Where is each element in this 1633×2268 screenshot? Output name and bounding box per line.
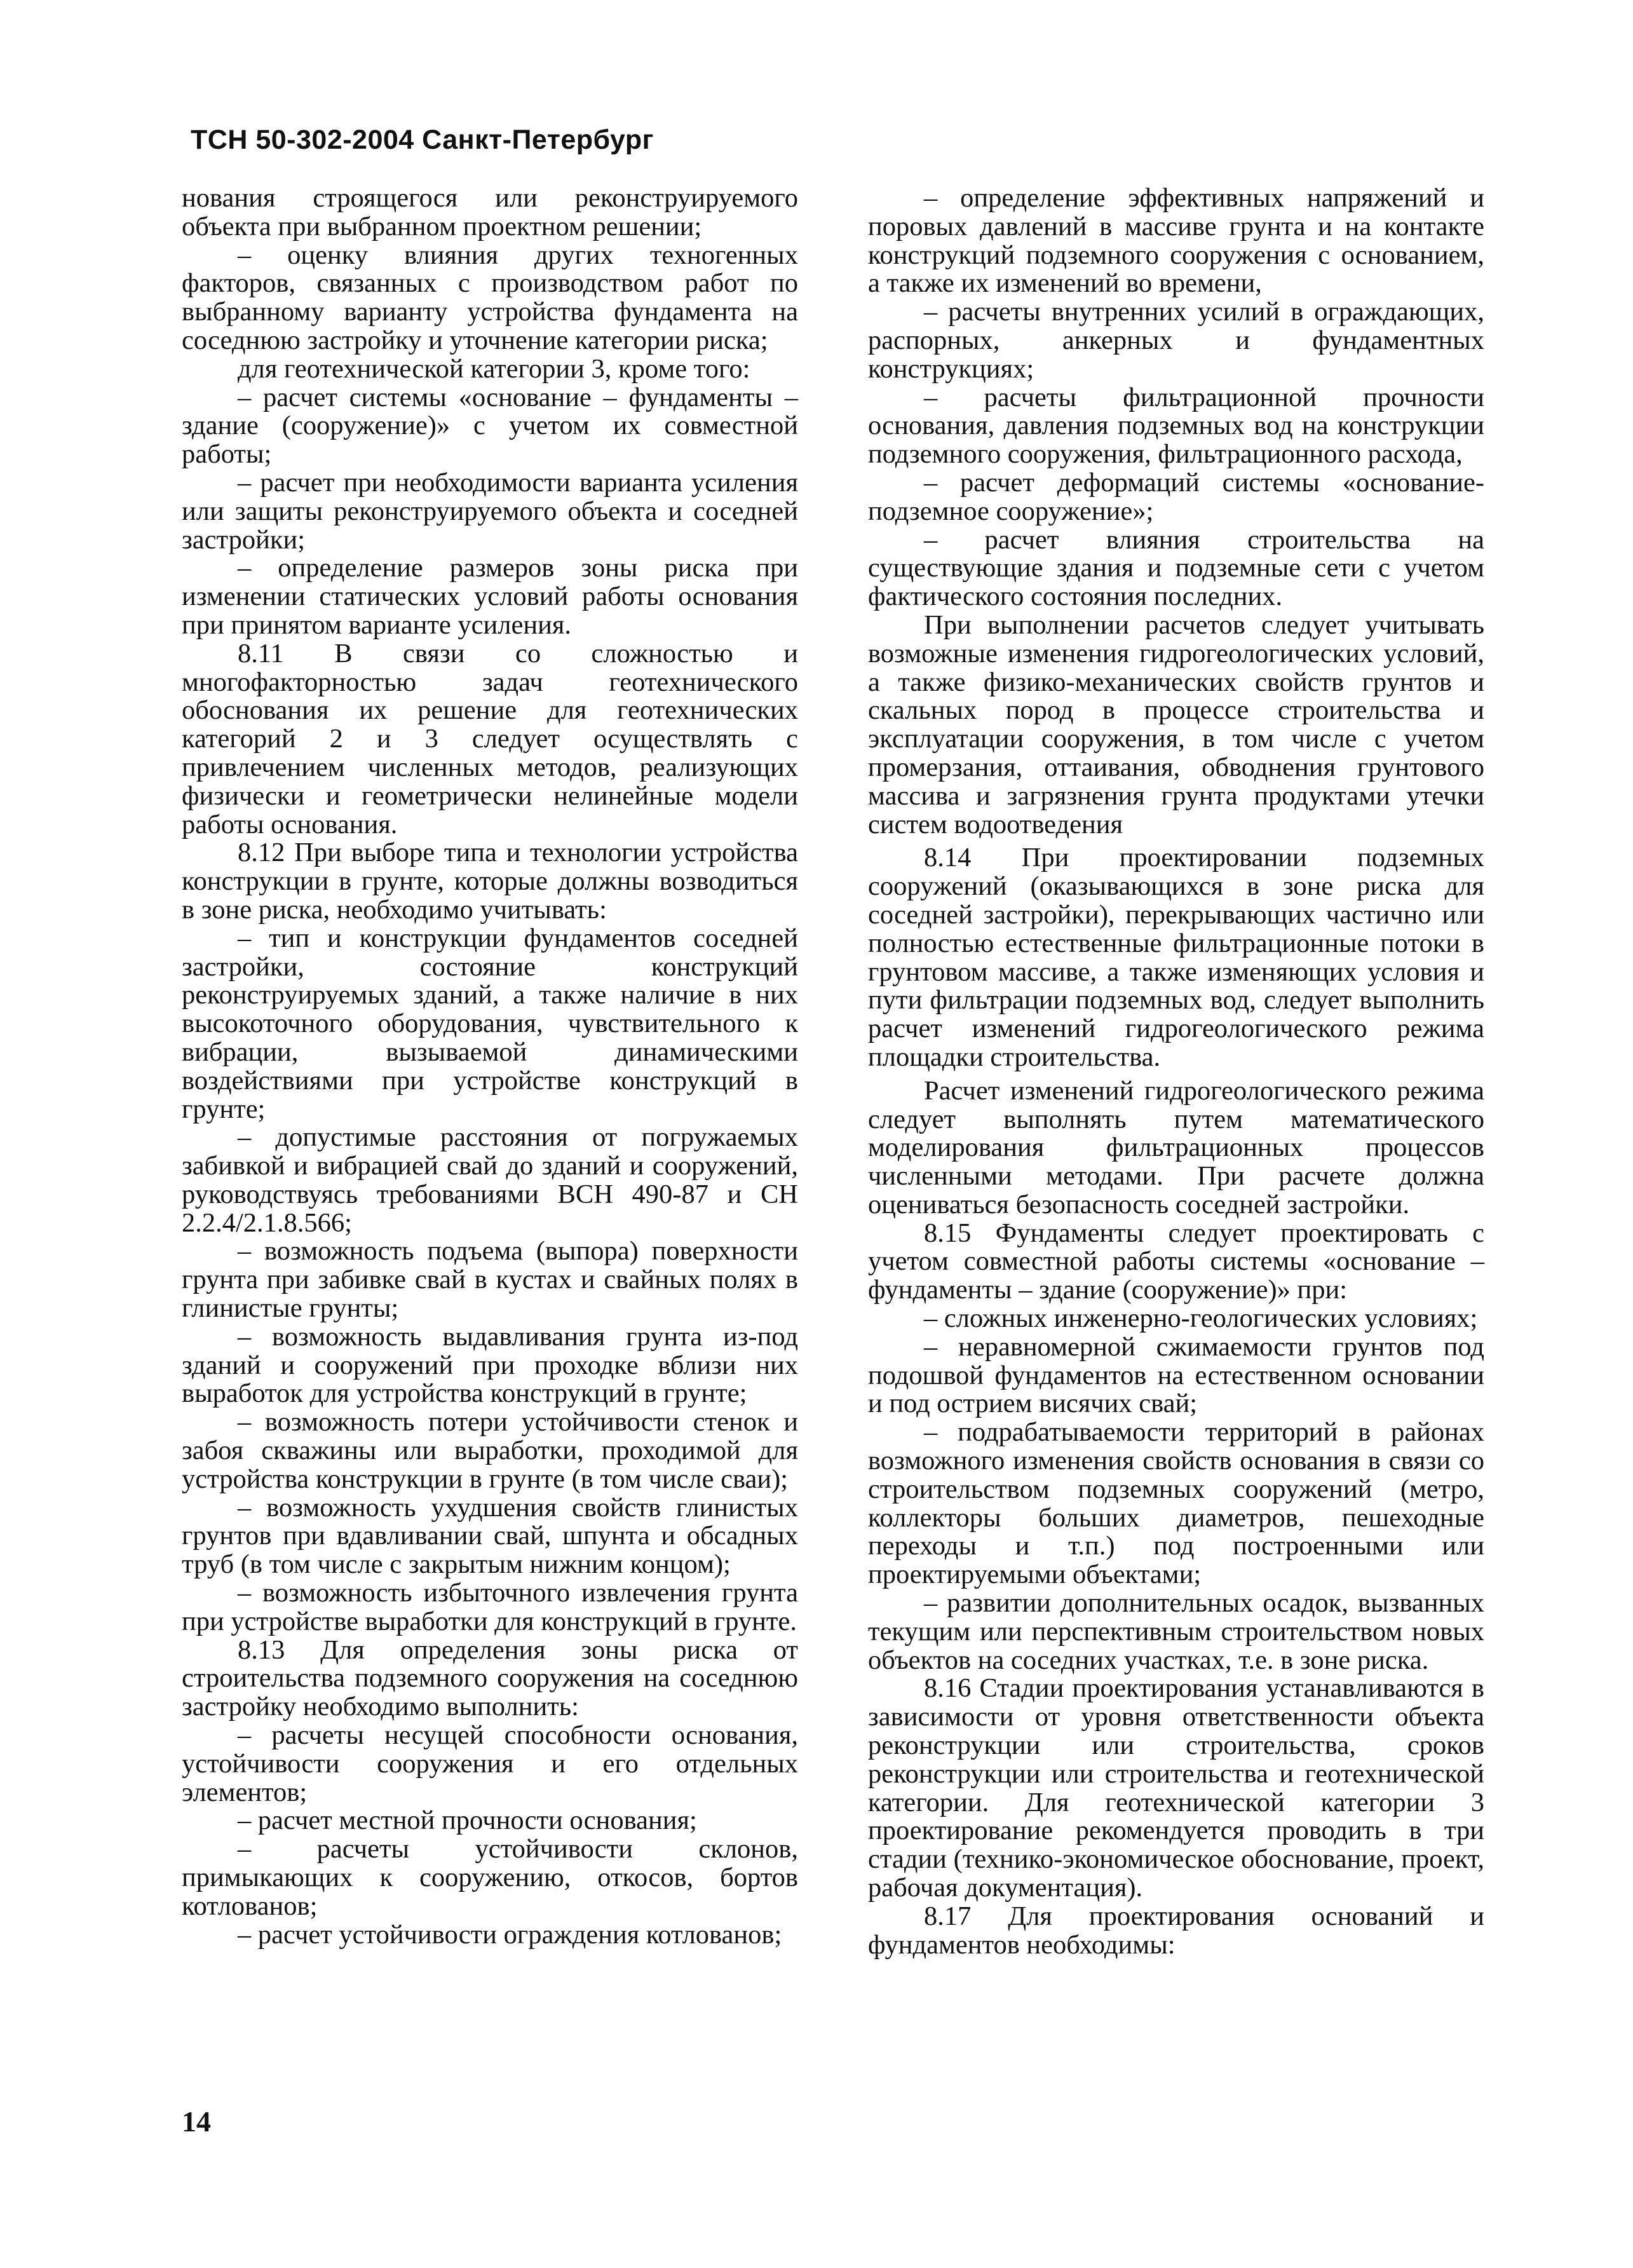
- paragraph: При выполнении расчетов следует учитывать возможные изменения гидрогеологических условий, а также физико-механических свойств грунтов и скальных пород в процессе строительства и эксплуатации сооружения, в том числе с учетом промерзания, оттаивания, обводнения грунтового массива и загрязнения грунта продуктами утечки систем водоотведения: [868, 609, 1484, 839]
- page-header: ТСН 50-302-2004 Санкт-Петербург: [191, 125, 654, 155]
- paragraph: нования строящегося или реконструируемого объекта при выбранном проектном решении;: [182, 183, 798, 241]
- paragraph: – определение эффективных напряжений и поровых давлений в массиве грунта и на контакте конструкций подземного сооружения с основанием, а также их изменений во времени,: [868, 183, 1484, 299]
- paragraph: – расчет устойчивости ограждения котлованов;: [238, 1919, 782, 1950]
- paragraph: для геотехнической категории 3, кроме того:: [238, 353, 750, 384]
- paragraph: – тип и конструкции фундаментов соседней застройки, состояние конструкций реконструируемых зданий, а также наличие в них высокоточного оборудования, чувствительного к вибрации, вызываемой динамическими воздействиями при устройстве конструкций в грунте;: [182, 923, 798, 1124]
- paragraph: – расчеты несущей способности основания, устойчивости сооружения и его отдельных элементов;: [182, 1720, 798, 1807]
- page-number: 14: [182, 2105, 211, 2138]
- paragraph: Расчет изменений гидрогеологического режима следует выполнять путем математического моделирования фильтрационных процессов численными методами. При расчете должна оцениваться безопасность соседней застройки.: [868, 1075, 1484, 1219]
- paragraph: 8.17 Для проектирования оснований и фундаментов необходимы:: [868, 1901, 1484, 1960]
- paragraph: 8.13 Для определения зоны риска от строительства подземного сооружения на соседнюю застройку необходимо выполнить:: [182, 1634, 798, 1722]
- paragraph: – оценку влияния других техногенных факторов, связанных с производством работ по выбранному варианту устройства фундамента на соседнюю застройку и уточнение категории риска;: [182, 240, 798, 355]
- paragraph: – развитии дополнительных осадок, вызванных текущим или перспективным строительством новых объектов на соседних участках, т.е. в зоне риска.: [868, 1588, 1484, 1675]
- paragraph: 8.15 Фундаменты следует проектировать с учетом совместной работы системы «основание – фундаменты – здание (сооружение)» при:: [868, 1218, 1484, 1305]
- paragraph: – расчет при необходимости варианта усиления или защиты реконструируемого объекта и соседней застройки;: [182, 467, 798, 555]
- paragraph: – расчет местной прочности основания;: [238, 1805, 697, 1836]
- left-column: [182, 184, 798, 1949]
- paragraph: – расчеты устойчивости склонов, примыкающих к сооружению, откосов, бортов котлованов;: [182, 1834, 798, 1921]
- paragraph: – подрабатываемости территорий в районах возможного изменения свойств основания в связи со строительством подземных сооружений (метро, коллекторы больших диаметров, пешеходные переходы и т.п.) под построенными или проектируемыми объектами;: [868, 1417, 1484, 1590]
- paragraph: – допустимые расстояния от погружаемых забивкой и вибрацией свай до зданий и сооружений, руководствуясь требованиями ВСН 490-87 и СН 2.2.4/2.1.8.566;: [182, 1122, 798, 1238]
- right-column: [868, 184, 1484, 1959]
- paragraph: – возможность потери устойчивости стенок и забоя скважины или выработки, проходимой для устройства конструкции в грунте (в том числе сваи);: [182, 1407, 798, 1494]
- paragraph: – расчет системы «основание – фундаменты – здание (сооружение)» с учетом их совместной работы;: [182, 382, 798, 470]
- paragraph: 8.16 Стадии проектирования устанавливаются в зависимости от уровня ответственности объекта реконструкции или строительства, сроков реконструкции или строительства и геотехнической категории. Для геотехнической категории 3 проектирование рекомендуется проводить в три стадии (технико-экономическое обоснование, проект, рабочая документация).: [868, 1673, 1484, 1903]
- paragraph: – возможность выдавливания грунта из-под зданий и сооружений при проходке вблизи них выработок для устройства конструкций в грунте;: [182, 1321, 798, 1409]
- paragraph: – неравномерной сжимаемости грунтов под подошвой фундаментов на естественном основании и под острием висячих свай;: [868, 1331, 1484, 1419]
- paragraph: – расчет влияния строительства на существующие здания и подземные сети с учетом фактического состояния последних.: [868, 524, 1484, 612]
- paragraph: – расчет деформаций системы «основание-подземное сооружение»;: [868, 467, 1484, 526]
- paragraph: – возможность ухудшения свойств глинистых грунтов при вдавливании свай, шпунта и обсадных труб (в том числе с закрытым нижним концом);: [182, 1492, 798, 1580]
- paragraph: – расчеты фильтрационной прочности основания, давления подземных вод на конструкции подземного сооружения, фильтрационного расхода,: [868, 382, 1484, 470]
- paragraph: 8.12 При выборе типа и технологии устройства конструкции в грунте, которые должны возводиться в зоне риска, необходимо учитывать:: [182, 838, 798, 925]
- paragraph: – возможность подъема (выпора) поверхности грунта при забивке свай в кустах и свайных полях в глинистые грунты;: [182, 1236, 798, 1324]
- paragraph: – определение размеров зоны риска при изменении статических условий работы основания при принятом варианте усиления.: [182, 553, 798, 640]
- paragraph: – возможность избыточного извлечения грунта при устройстве выработки для конструкций в грунте.: [182, 1578, 798, 1636]
- paragraph: 8.14 При проектировании подземных сооружений (оказывающихся в зоне риска для соседней застройки), перекрывающих частично или полностью естественные фильтрационные потоки в грунтовом массиве, а также изменяющих условия и пути фильтрации подземных вод, следует выполнить расчет изменений гидрогеологического режима площадки строительства.: [868, 843, 1484, 1072]
- paragraph: 8.11 В связи со сложностью и многофакторностью задач геотехнического обоснования их решение для геотехнических категорий 2 и 3 следует осуществлять с привлечением численных методов, реализующих физически и геометрически нелинейные модели работы основания.: [182, 638, 798, 839]
- paragraph: – сложных инженерно-геологических условиях;: [924, 1303, 1478, 1334]
- paragraph: – расчеты внутренних усилий в ограждающих, распорных, анкерных и фундаментных конструкциях;: [868, 297, 1484, 384]
